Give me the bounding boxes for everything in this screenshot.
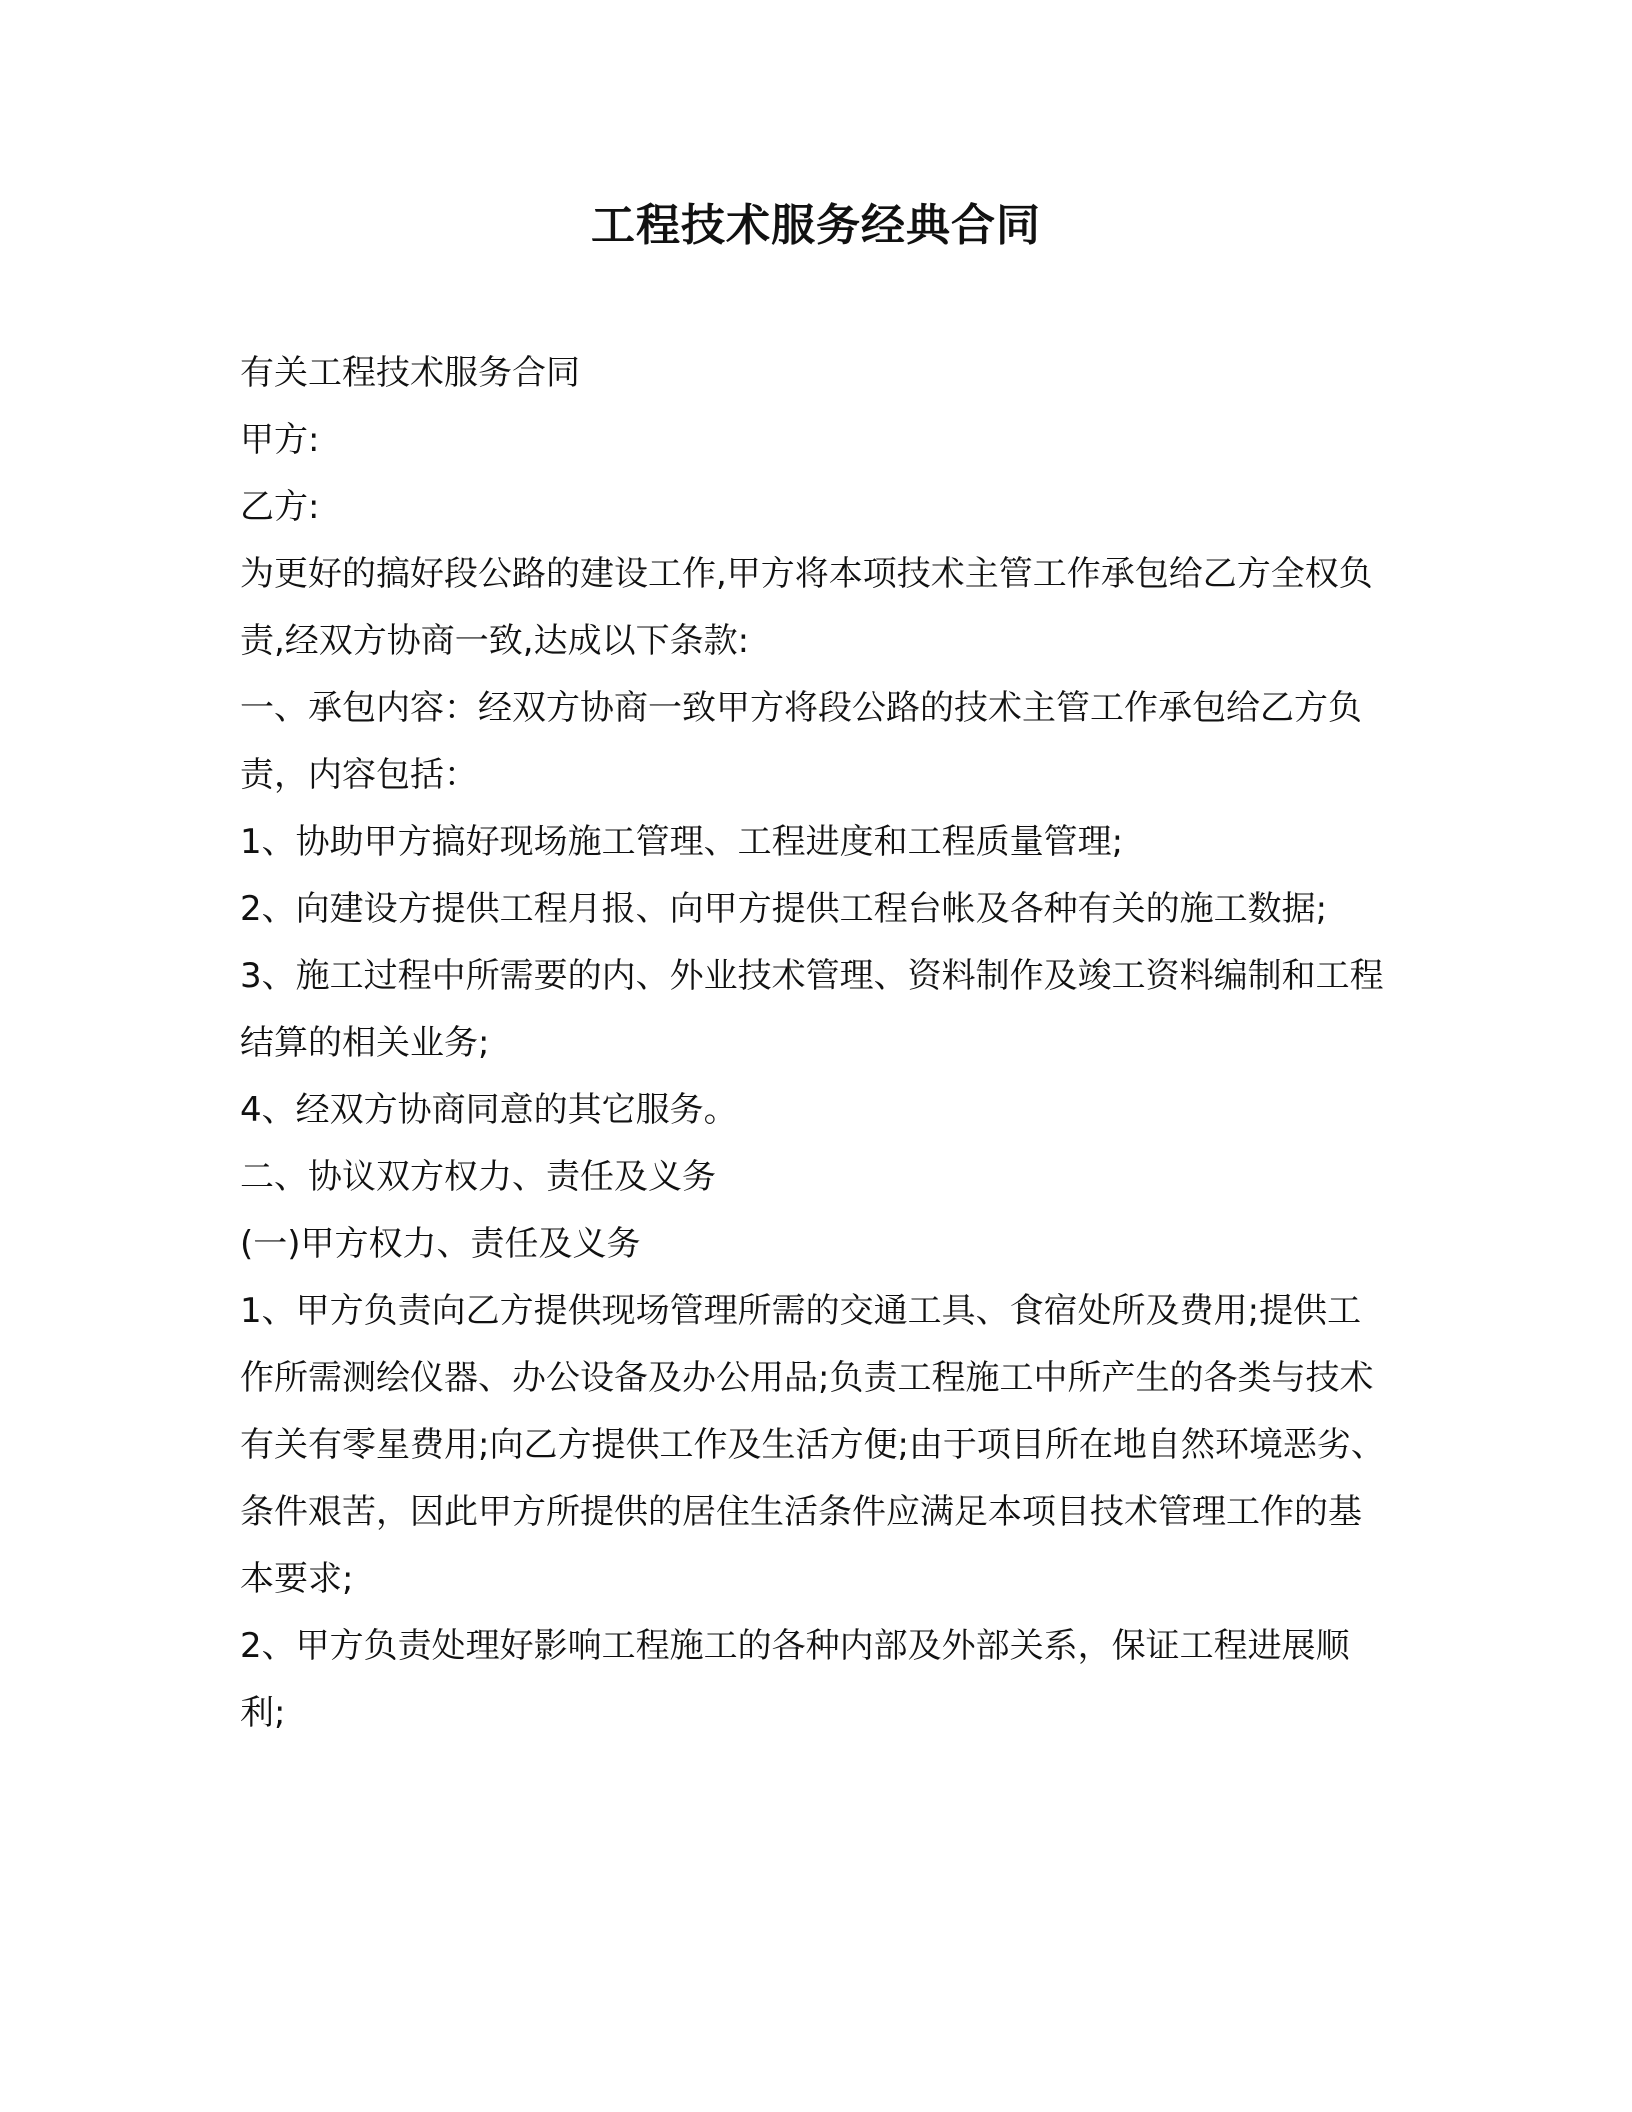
clause-2: 2、甲方负责处理好影响工程施工的各种内部及外部关系，保证工程进展顺利;	[240, 1626, 1350, 1733]
clause-1: 1、甲方负责向乙方提供现场管理所需的交通工具、食宿处所及费用;提供工作所需测绘仪器、办公设备及办公用品;负责工程施工中所产生的各类与技术有关有零星费用;向乙方提供工作及生活方便;由于项目所在地自然环境恶劣、条件艰苦，因此甲方所提供的居住生活条件应满足本项目技术管理工作的基本要求;	[240, 1291, 1385, 1599]
party-b-line: 乙方:	[240, 487, 320, 527]
section-two-heading: 二、协议双方权力、责任及义务	[240, 1157, 716, 1197]
list-item-3: 3、施工过程中所需要的内、外业技术管理、资料制作及竣工资料编制和工程结算的相关业务;	[240, 956, 1384, 1063]
party-a-line: 甲方:	[240, 420, 320, 460]
paragraph-heading: 有关工程技术服务合同	[240, 353, 580, 393]
paragraph-intro: 为更好的搞好段公路的建设工作,甲方将本项技术主管工作承包给乙方全权负责,经双方协商一致,达成以下条款:	[240, 554, 1373, 661]
list-item-2: 2、向建设方提供工程月报、向甲方提供工程台帐及各种有关的施工数据;	[240, 889, 1328, 929]
document-body	[240, 340, 1390, 1747]
document-title: 工程技术服务经典合同	[591, 200, 1041, 251]
section-one-heading: 一、承包内容：经双方协商一致甲方将段公路的技术主管工作承包给乙方负责，内容包括：	[240, 688, 1362, 795]
list-item-1: 1、协助甲方搞好现场施工管理、工程进度和工程质量管理;	[240, 822, 1124, 862]
subsection-heading: (一)甲方权力、责任及义务	[240, 1224, 641, 1264]
list-item-4: 4、经双方协商同意的其它服务。	[240, 1090, 738, 1130]
